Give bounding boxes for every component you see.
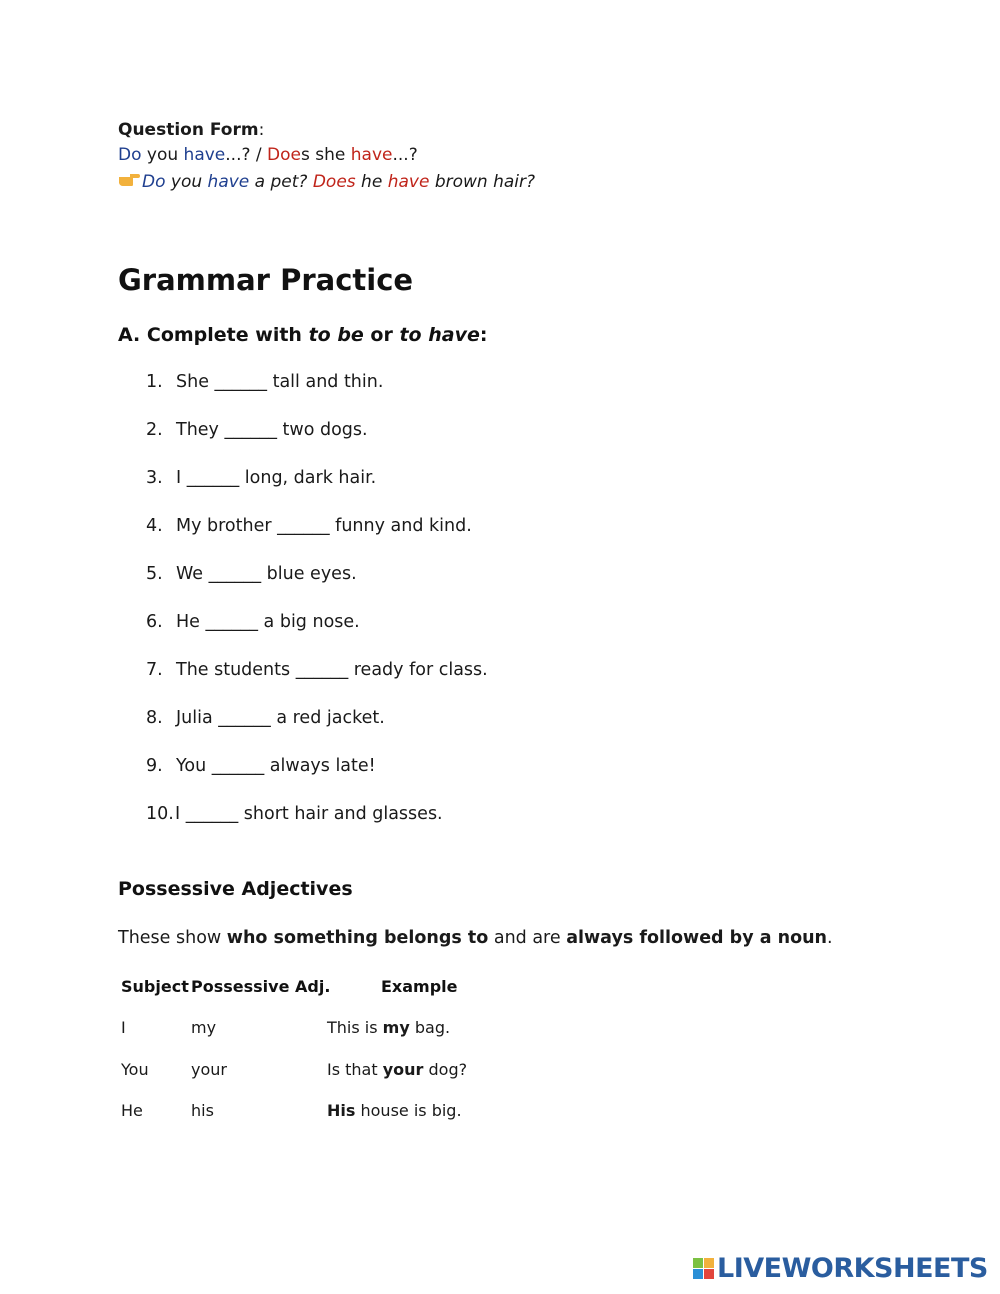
header-subject: Subject [121, 977, 189, 996]
cell-adj: your [191, 1060, 227, 1079]
possessive-adjectives-heading: Possessive Adjectives [118, 878, 353, 900]
cell-subject: He [121, 1101, 143, 1120]
cell-subject: I [121, 1018, 126, 1037]
header-example: Example [381, 977, 458, 996]
question-form-label: Question Form: [118, 120, 265, 140]
cell-subject: You [121, 1060, 149, 1079]
question-form-example: Do you have a pet? Does he have brown hair? [118, 169, 535, 193]
header-possessive-adj: Possessive Adj. [191, 977, 331, 996]
cell-example: Is that your dog? [327, 1060, 468, 1079]
cell-adj: my [191, 1018, 217, 1037]
logo-text: LIVEWORKSHEETS [717, 1253, 988, 1284]
pointing-hand-icon [118, 169, 142, 193]
cell-example: This is my bag. [327, 1018, 451, 1037]
cell-example: His house is big. [327, 1101, 462, 1120]
question-form-pattern: Do you have...? / Does she have...? [118, 145, 418, 165]
grammar-practice-title: Grammar Practice [118, 263, 414, 297]
liveworksheets-logo-icon [693, 1258, 715, 1280]
section-a-heading: A. Complete with to be or to have: [118, 324, 488, 346]
cell-adj: his [191, 1101, 214, 1120]
worksheet-page: Question Form: Do you have...? / Does she have...? Do you have a pet? Does he have brown hair? Grammar Practice A. Complete with to be or to have: 1. She ______ tall and thin. 2. They ______ two dogs. 3. I ______ long, dark hair. 4. My brother ______ funny and kind. 5. We ______ blue eyes. 6. He ______ a big nose. 7. The students ______ ready for class. 8. Julia ______ a red jacket. 9. You ______ always late! 10. I ______ short hair and glasses. Possessive Adjectives These show who something belongs to and are always followed by a noun. Subject Possessive Adj. Example I my This is my bag. You your Is that your dog? He his His house is big. LIVEWORKSHEETS [118, 120, 988, 1284]
possessive-intro: These show who something belongs to and are always followed by a noun. [118, 928, 833, 948]
